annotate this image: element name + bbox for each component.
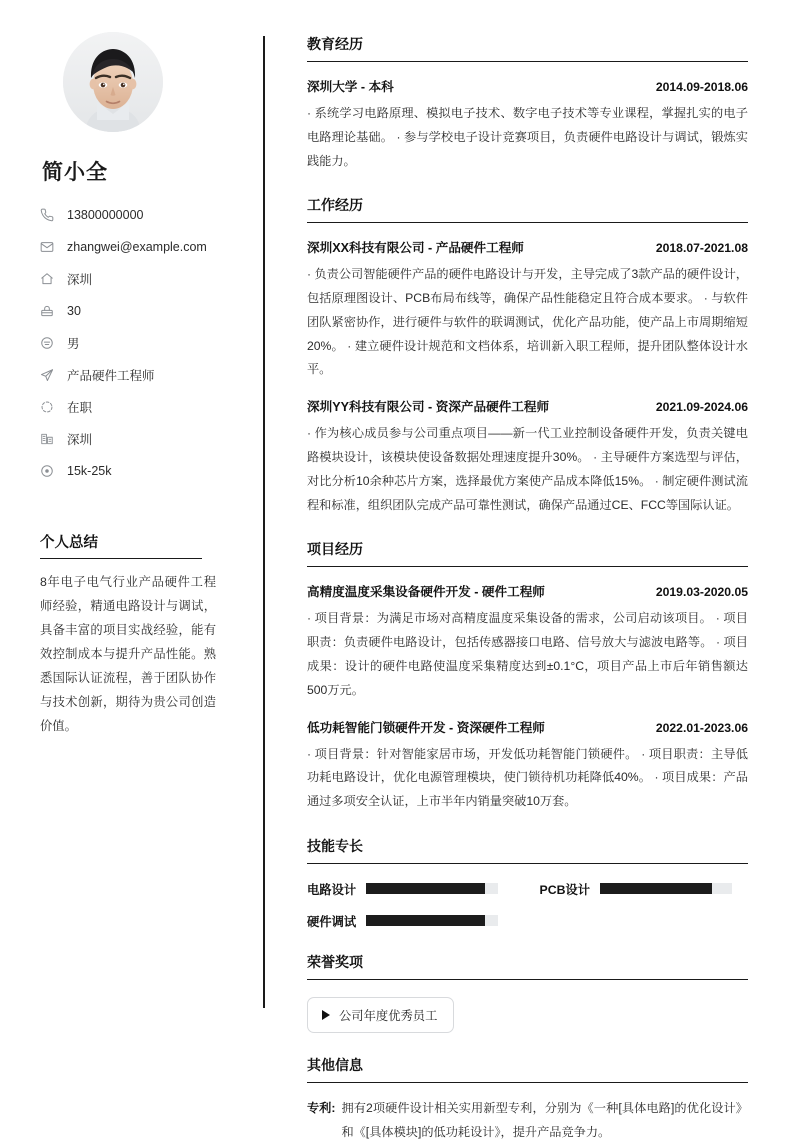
entry-description: · 项目背景：针对智能家居市场，开发低功耗智能门锁硬件。 · 项目职责：主导低功耗电路设计，优化电源管理模块，使门锁待机功耗降低40%。 · 项目成果：产品通过多项安全认证，上市半年内销量突破10万套。: [307, 746, 748, 809]
contact-value: 深圳: [67, 272, 93, 287]
contact-item-phone: [40, 202, 235, 227]
section-education: [307, 34, 748, 173]
summary-text: 8年电子电气行业产品硬件工程师经验，精通电路设计与调试，具备丰富的项目实战经验，能有效控制成本与提升产品性能。熟悉国际认证流程，善于团队协作与技术创新，期待为贵公司创造价值。: [40, 575, 216, 733]
entry-description: · 作为核心成员参与公司重点项目——新一代工业控制设备硬件开发，负责关键电路模块设计，该模块使设备数据处理速度提升30%。 · 主导硬件方案选型与评估，对比分析10余种芯片方案，选择最优方案使产品成本降低15%。 · 制定硬件测试流程和标准，组织团队完成产品可靠性测试，确保产品通过CE、FCC等国际认证。: [307, 426, 748, 512]
entry-title: 深圳大学 - 本科: [307, 80, 394, 94]
sidebar: [0, 0, 263, 1046]
honor-tag[interactable]: [307, 997, 454, 1033]
contact-item-status: [40, 394, 235, 419]
contact-item-position: [40, 362, 235, 387]
honor-label: 公司年度优秀员工: [339, 1008, 438, 1023]
contact-item-salary: [40, 458, 235, 483]
triangle-bullet-icon: [322, 1010, 330, 1020]
contact-item-age: [40, 298, 235, 323]
gender-icon: [40, 336, 58, 350]
contact-item-location: [40, 266, 235, 291]
skill-progress-track: [366, 915, 498, 926]
entry-head: [307, 581, 748, 600]
skill-progress-track: [366, 883, 498, 894]
calendar-icon: [40, 304, 58, 318]
skill-item: [307, 880, 516, 898]
contact-value: 产品硬件工程师: [67, 368, 155, 383]
entry-description: · 系统学习电路原理、模拟电子技术、数字电子技术等专业课程，掌握扎实的电子电路理论基础。 · 参与学校电子设计竞赛项目，负责硬件电路设计与调试，锻炼实践能力。: [307, 106, 748, 168]
section-heading-skills: 技能专长: [307, 836, 748, 864]
phone-icon: [40, 208, 58, 222]
entry-head: [307, 76, 748, 95]
paper-plane-icon: [40, 368, 58, 382]
other-info-row: [307, 1097, 748, 1144]
section-heading-work: 工作经历: [307, 195, 748, 223]
section-honors: [307, 952, 748, 1033]
contact-value: 深圳: [67, 432, 93, 447]
contact-value: 13800000000: [67, 207, 144, 222]
entry-title: 高精度温度采集设备硬件开发 - 硬件工程师: [307, 585, 545, 600]
entry-head: [307, 396, 748, 415]
section-work: [307, 195, 748, 517]
skill-progress-fill: [366, 915, 485, 926]
project-entry: [307, 717, 748, 814]
portrait-photo-icon: [63, 32, 163, 132]
envelope-icon: [40, 240, 58, 254]
target-icon: [40, 464, 58, 478]
status-circle-icon: [40, 400, 58, 414]
entry-head: [307, 237, 748, 256]
section-other: [307, 1055, 748, 1144]
skill-label: 硬件调试: [307, 914, 357, 929]
summary-section: [40, 531, 235, 739]
other-info-label: 专利:: [307, 1100, 336, 1115]
section-projects: [307, 539, 748, 813]
skill-label: 电路设计: [307, 882, 357, 897]
main-content: [263, 0, 794, 1139]
project-entry: [307, 581, 748, 702]
contact-value: 15k-25k: [67, 463, 112, 478]
entry-description: · 项目背景：为满足市场对高精度温度采集设备的需求，公司启动该项目。 · 项目职责：负责硬件电路设计，包括传感器接口电路、信号放大与滤波电路等。 · 项目成果：设计的硬件电路使温度采集精度达到±0.1°C，项目产品上市后年销售额达500万元。: [307, 611, 748, 697]
summary-heading: 个人总结: [40, 531, 202, 559]
entry-date: 2019.03-2020.05: [655, 585, 748, 600]
entry-date: 2022.01-2023.06: [655, 720, 748, 735]
contact-value: 在职: [67, 400, 93, 415]
entry-date: 2018.07-2021.08: [655, 241, 748, 256]
entry-description: · 负责公司智能硬件产品的硬件电路设计与开发，主导完成了3款产品的硬件设计，包括原理图设计、PCB布局布线等，确保产品性能稳定且符合成本要求。 · 与软件团队紧密协作，进行硬件与软件的联调测试，优化产品功能，使产品上市周期缩短20%。 · 建立硬件设计规范和文档体系，培训新入职工程师，提升团队整体设计水平。: [307, 267, 748, 377]
skill-item: [307, 912, 516, 930]
work-entry: [307, 396, 748, 517]
home-icon: [40, 272, 58, 286]
person-name: 简小全: [42, 161, 108, 184]
contact-value: zhangwei@example.com: [67, 239, 207, 254]
entry-head: [307, 717, 748, 736]
section-skills: [307, 836, 748, 930]
entry-title: 低功耗智能门锁硬件开发 - 资深硬件工程师: [307, 720, 545, 735]
other-info-value: 拥有2项硬件设计相关实用新型专利，分别为《一种[具体电路]的优化设计》和《[具体模块]的低功耗设计》，提升产品竞争力。: [341, 1100, 748, 1139]
contact-value: 男: [67, 336, 80, 351]
contact-value: 30: [67, 303, 81, 318]
entry-title: 深圳XX科技有限公司 - 产品硬件工程师: [307, 241, 524, 256]
section-heading-education: 教育经历: [307, 34, 748, 62]
work-entry: [307, 237, 748, 382]
contact-list: [40, 202, 235, 483]
skill-progress-fill: [366, 883, 485, 894]
section-heading-honors: 荣誉奖项: [307, 952, 748, 980]
skill-progress-fill: [600, 883, 712, 894]
building-icon: [40, 432, 58, 446]
section-heading-other: 其他信息: [307, 1055, 748, 1083]
honors-list: [307, 997, 748, 1033]
skills-grid: [307, 880, 748, 930]
avatar: [63, 32, 163, 132]
skill-label: PCB设计: [539, 882, 591, 897]
entry-title: 深圳YY科技有限公司 - 资深产品硬件工程师: [307, 400, 550, 415]
column-divider: [263, 36, 265, 1008]
education-entry: [307, 76, 748, 173]
contact-item-gender: [40, 330, 235, 355]
contact-item-email: [40, 234, 235, 259]
section-heading-projects: 项目经历: [307, 539, 748, 567]
entry-date: 2021.09-2024.06: [655, 400, 748, 415]
entry-date: 2014.09-2018.06: [655, 80, 748, 94]
skill-item: [540, 880, 749, 898]
contact-item-company-city: [40, 426, 235, 451]
skill-progress-track: [600, 883, 732, 894]
